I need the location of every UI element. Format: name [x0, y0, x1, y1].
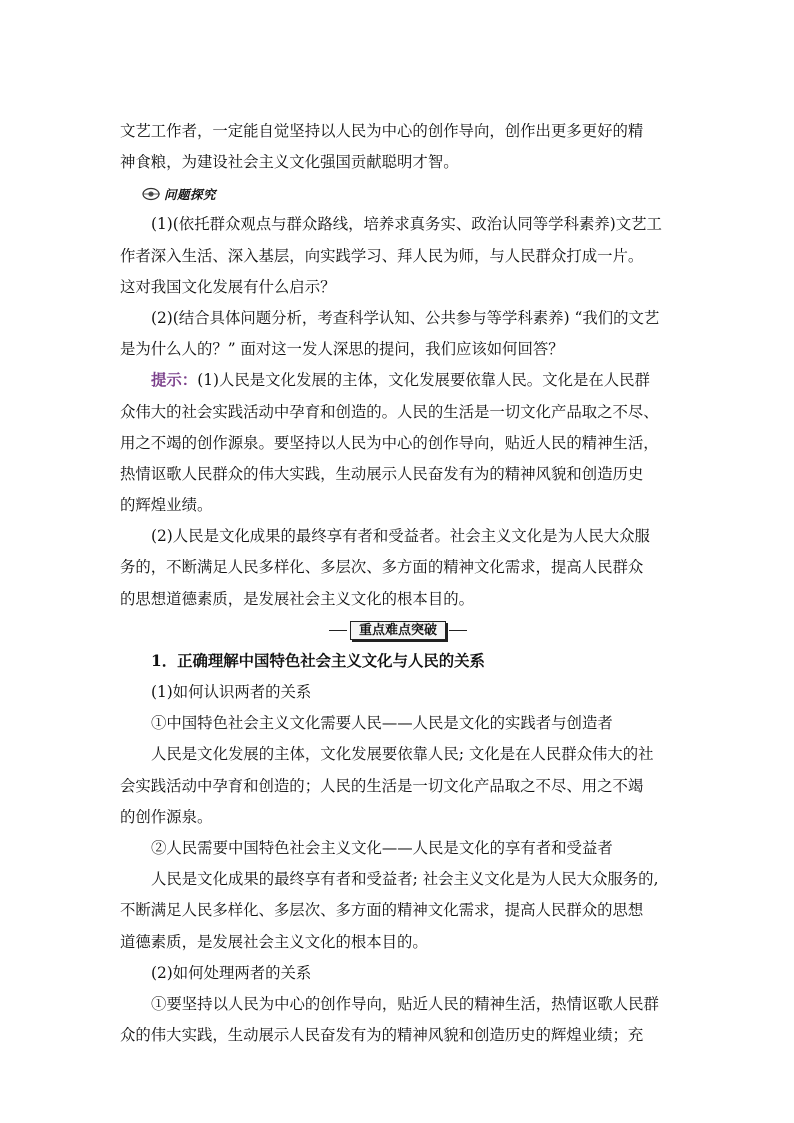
point-1-body-line: 道德素质，是发展社会主义文化的根本目的。	[120, 932, 428, 951]
point-1-body-line: 人民是文化发展的主体，文化发展要依靠人民; 文化是在人民群众伟大的社	[151, 745, 654, 764]
hint-first-line	[120, 365, 676, 396]
hint-label: 提示：	[151, 371, 198, 390]
point-1-body-line: 会实践活动中孕育和创造的；人民的生活是一切文化产品取之不尽、用之不竭	[120, 776, 644, 795]
hint-line: 用之不竭的创作源泉。要坚持以人民为中心的创作导向，贴近人民的精神生活，	[120, 433, 659, 452]
magnifier-icon	[142, 187, 162, 201]
question-1-line: (1)(依托群众观点与群众路线，培养求真务实、政治认同等学科素养)文艺工	[151, 215, 662, 234]
question-2-line: (2)(结合具体问题分析，考查科学认知、公共参与等学科素养) “我们的文艺	[151, 308, 660, 327]
question-2-line: 是为什么人的？” 面对这一发人深思的提问，我们应该如何回答？	[120, 340, 564, 359]
document-page	[120, 116, 676, 1051]
banner-label: 重点难点突破	[350, 621, 446, 640]
answer-2-line: (2)人民是文化成果的最终享有者和受益者。社会主义文化是为人民大众服	[151, 527, 650, 546]
point-1-sub-1-a-title: ①中国特色社会主义文化需要人民——人民是文化的实践者与创造者	[151, 714, 613, 733]
banner-rule-left	[329, 630, 347, 631]
hint-line: 众伟大的社会实践活动中孕育和创造的。人民的生活是一切文化产品取之不尽、	[120, 402, 659, 421]
intro-line: 神食粮，为建设社会主义文化强国贡献聪明才智。	[120, 153, 459, 172]
point-1-sub-1-b-title: ②人民需要中国特色社会主义文化——人民是文化的享有者和受益者	[151, 838, 613, 857]
point-1-body-line: 众的伟大实践，生动展示人民奋发有为的精神风貌和创造历史的辉煌业绩；充	[120, 1026, 644, 1045]
section-heading	[120, 178, 676, 209]
point-1-body-line: 不断满足人民多样化、多层次、多方面的精神文化需求，提高人民群众的思想	[120, 901, 644, 920]
question-1-line: 这对我国文化发展有什么启示？	[120, 277, 336, 296]
hint-line: 的辉煌业绩。	[120, 496, 213, 515]
hint-text: (1)人民是文化发展的主体，文化发展要依靠人民。文化是在人民群	[197, 371, 650, 390]
point-1-sub-1: (1)如何认识两者的关系	[151, 683, 312, 701]
point-1-body-line: ①要坚持以人民为中心的创作导向，贴近人民的精神生活，热情讴歌人民群	[151, 994, 659, 1013]
point-1-body-line: 的创作源泉。	[120, 807, 213, 826]
point-1-sub-2: (2)如何处理两者的关系	[151, 963, 312, 982]
point-1-title: 1．正确理解中国特色社会主义文化与人民的关系	[151, 651, 485, 670]
point-1-body-line: 人民是文化成果的最终享有者和受益者; 社会主义文化是为人民大众服务的,	[151, 870, 659, 889]
section-title: 问题探究	[164, 186, 217, 202]
intro-line: 文艺工作者，一定能自觉坚持以人民为中心的创作导向，创作出更多更好的精	[120, 122, 644, 140]
hint-line: 热情讴歌人民群众的伟大实践，生动展示人民奋发有为的精神风貌和创造历史	[120, 464, 644, 483]
answer-2-line: 的思想道德素质，是发展社会主义文化的根本目的。	[120, 589, 474, 608]
question-1-line: 作者深入生活、深入基层，向实践学习、拜人民为师，与人民群众打成一片。	[120, 246, 644, 265]
banner-rule-right	[449, 630, 467, 631]
section-banner	[120, 615, 676, 646]
answer-2-line: 务的，不断满足人民多样化、多层次、多方面的精神文化需求，提高人民群众	[120, 558, 644, 577]
